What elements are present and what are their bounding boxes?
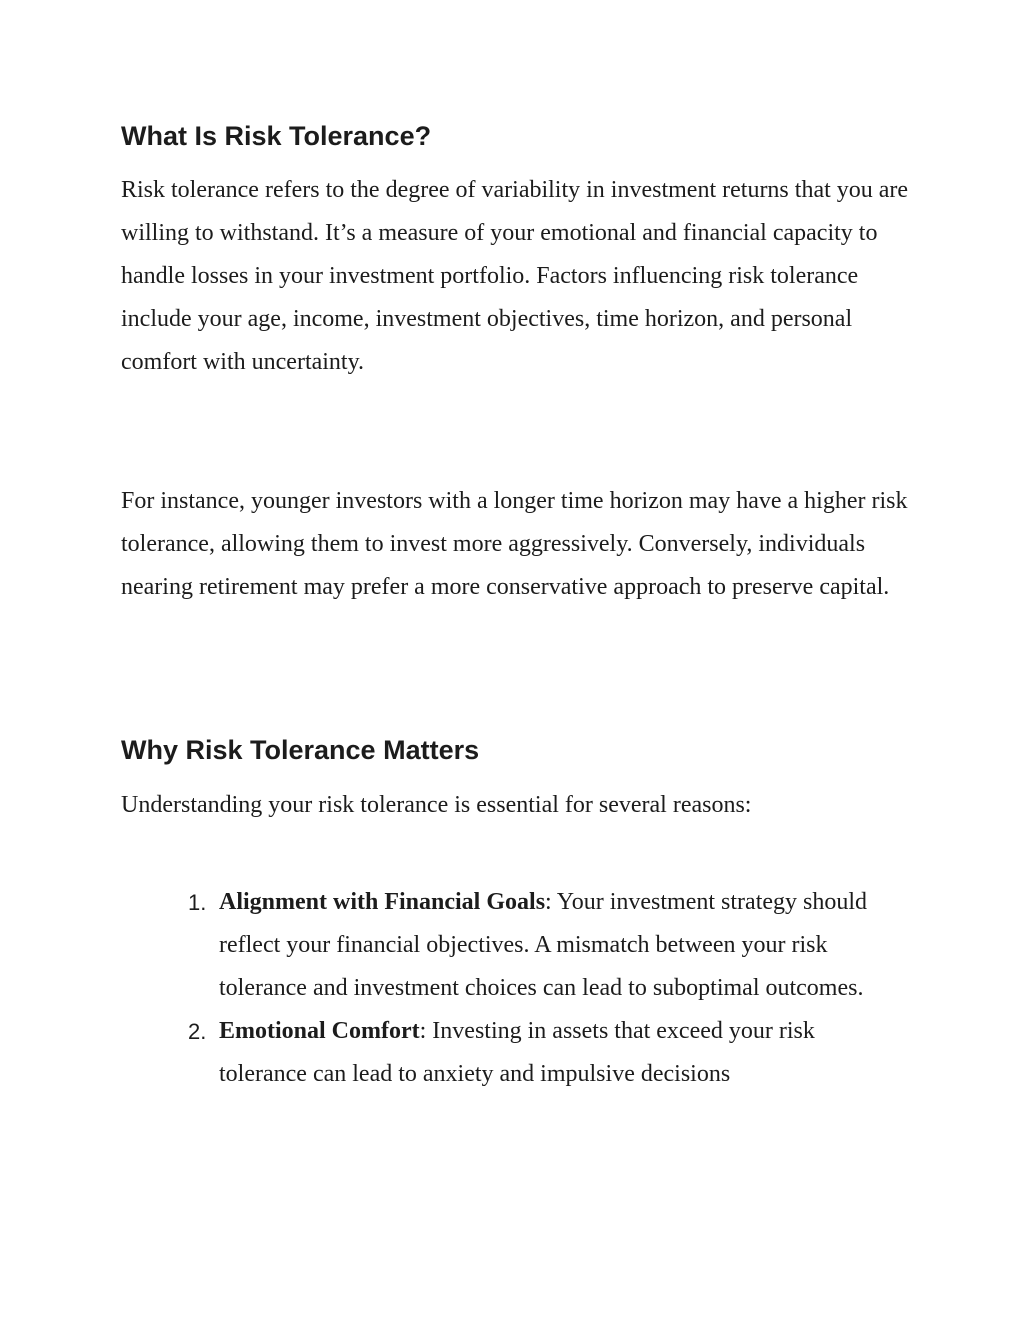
- list-number: 1.: [188, 890, 207, 915]
- list-item-text: : Investing in assets that exceed your risk tolerance can lead to anxiety and impulsive decisions: [219, 1018, 815, 1087]
- section-heading-why-risk-tolerance-matters: Why Risk Tolerance Matters: [121, 735, 480, 765]
- list-item: [121, 1010, 901, 1096]
- reasons-list: [121, 881, 901, 1096]
- definition-paragraph: Risk tolerance refers to the degree of variability in investment returns that you are willing to withstand. It’s a measure of your emotional and financial capacity to handle losses in your investment portfolio. Factors influencing risk tolerance include your age, income, investment objectives, time horizon, and personal comfort with uncertainty.: [121, 177, 909, 375]
- section-heading-what-is-risk-tolerance: What Is Risk Tolerance?: [121, 121, 432, 151]
- list-number: 2.: [188, 1019, 207, 1044]
- example-paragraph: For instance, younger investors with a longer time horizon may have a higher risk tolerance, allowing them to invest more aggressively. Conversely, individuals nearing retirement may prefer a more conservative approach to preserve capital.: [121, 488, 908, 600]
- list-item-title: Alignment with Financial Goals: [219, 889, 546, 915]
- list-item: [121, 881, 901, 1010]
- list-item-title: Emotional Comfort: [219, 1018, 420, 1044]
- list-item-text: : Your investment strategy should reflect your financial objectives. A mismatch between your risk tolerance and investment choices can lead to suboptimal outcomes.: [219, 889, 868, 1001]
- reasons-intro-paragraph: Understanding your risk tolerance is essential for several reasons:: [121, 792, 752, 818]
